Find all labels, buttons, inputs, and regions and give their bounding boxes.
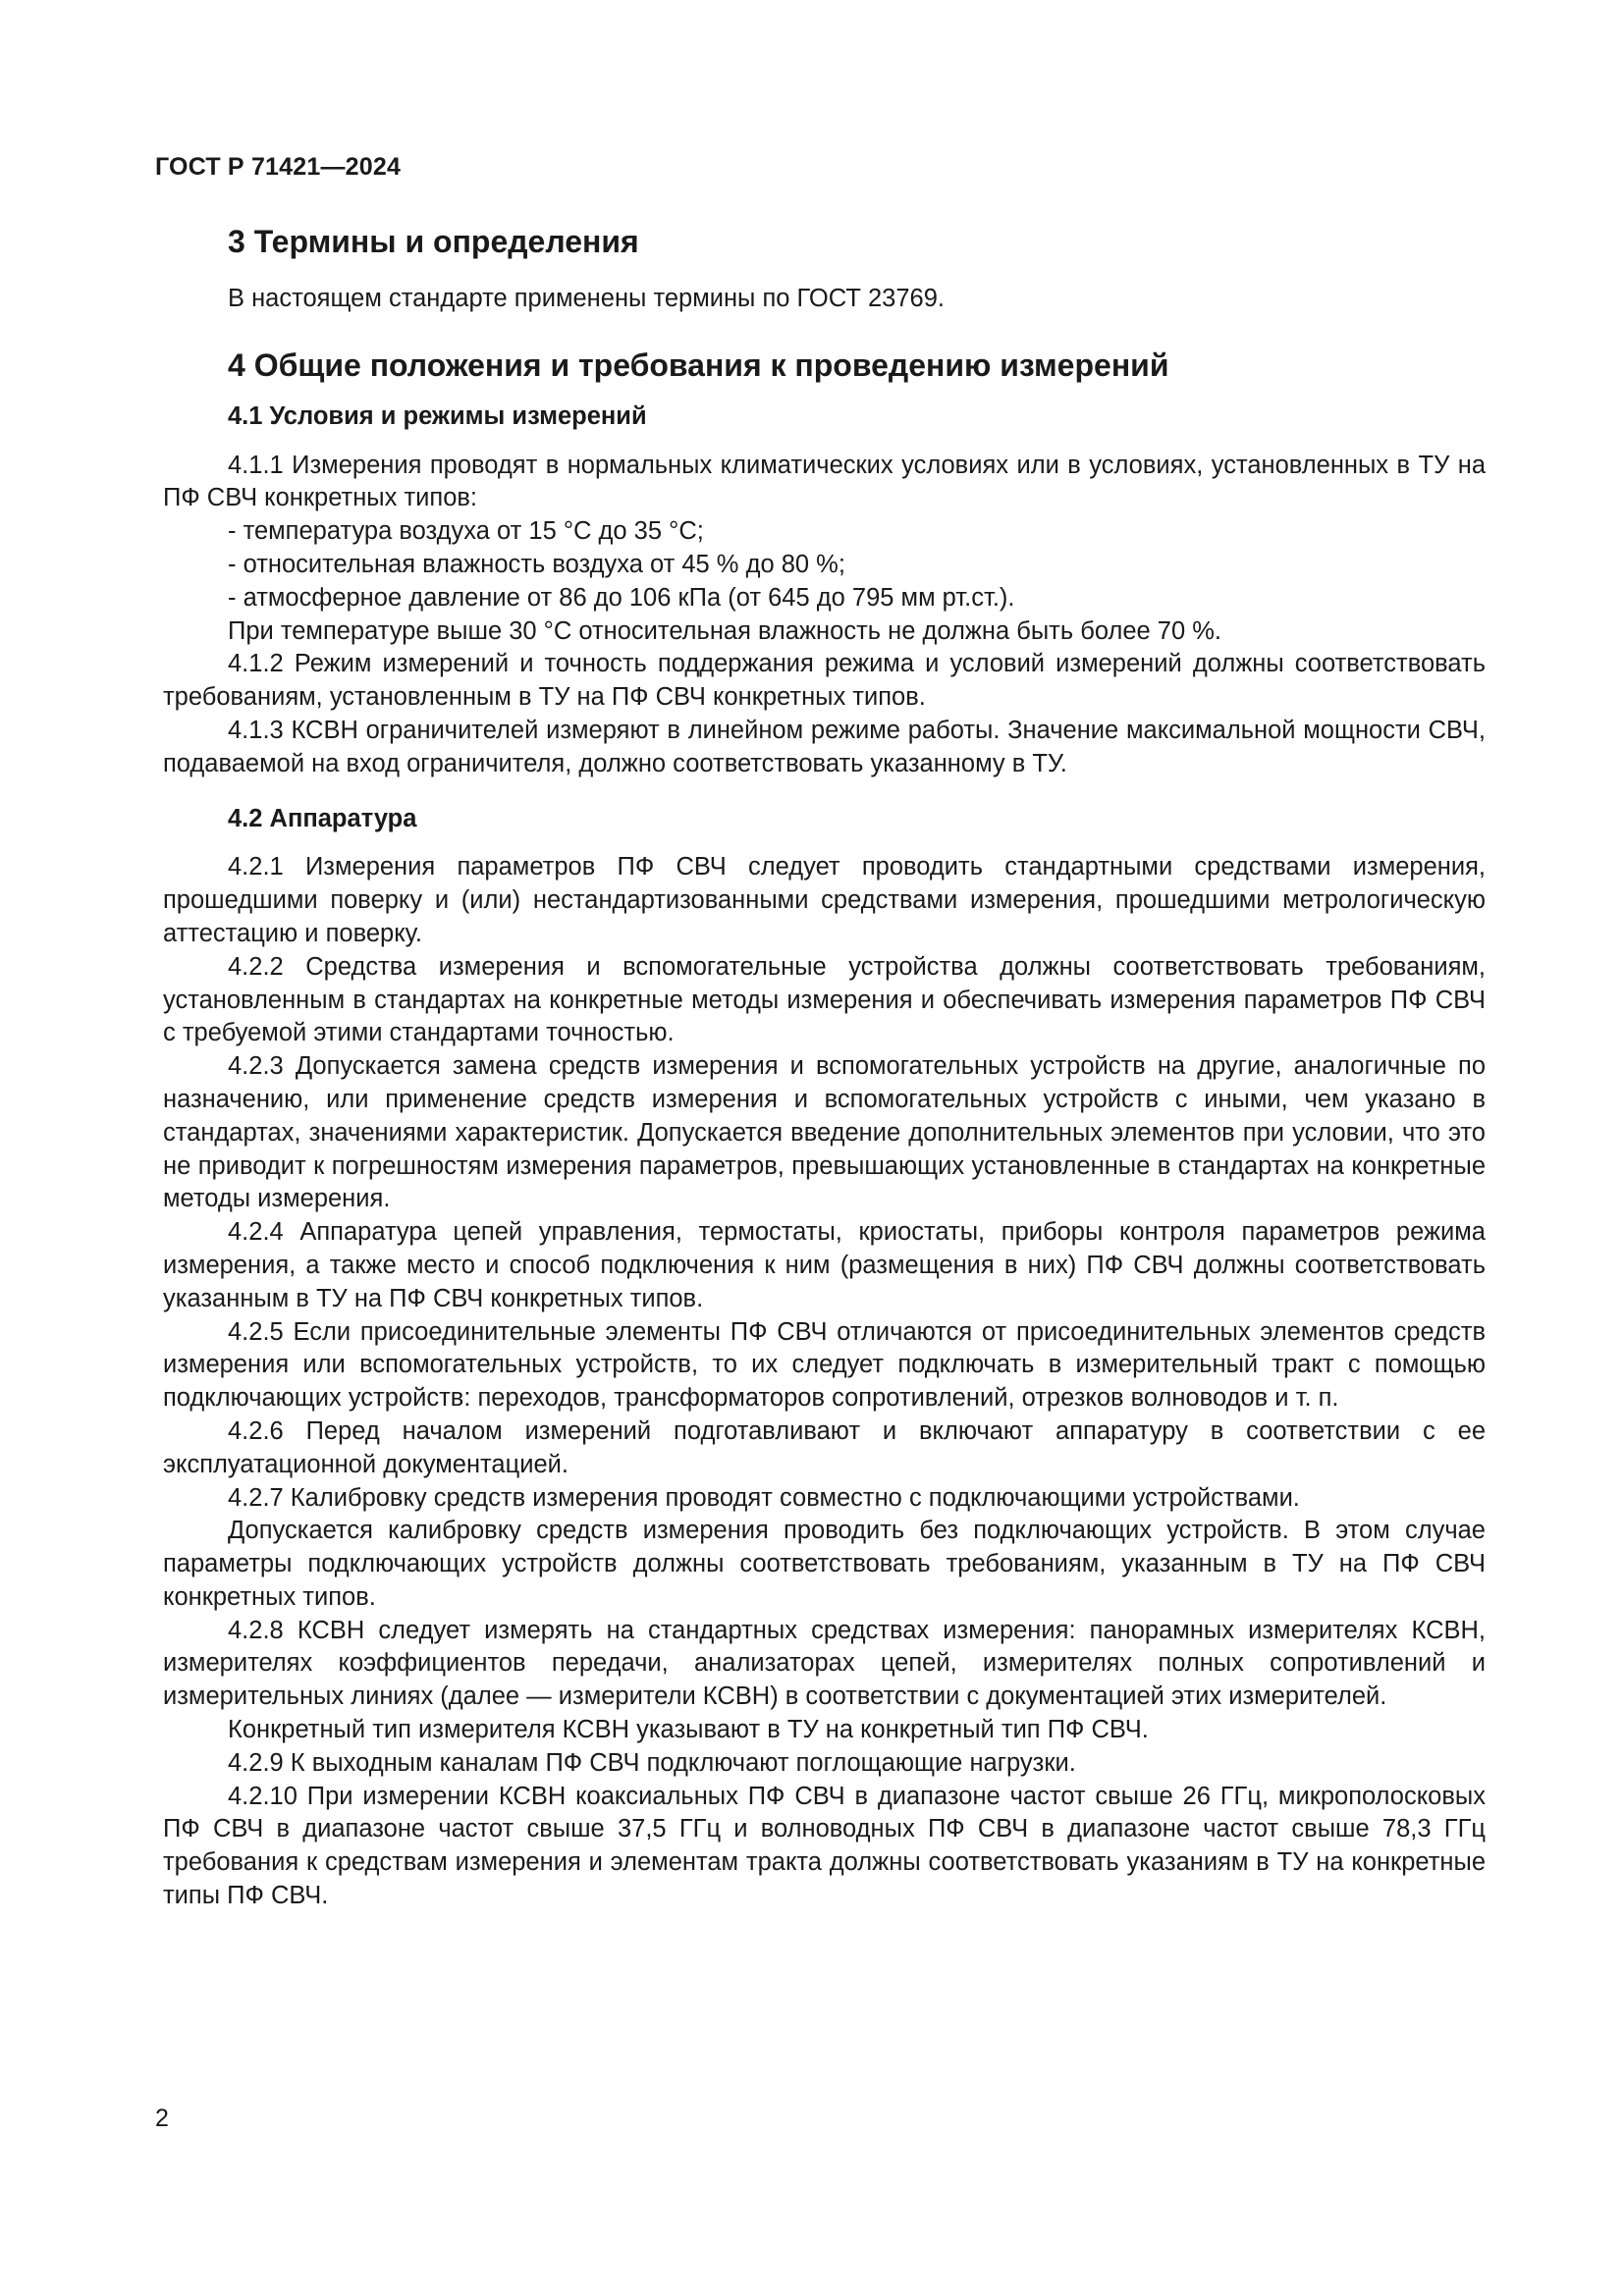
paragraph-4-2-7: 4.2.7 Калибровку средств измерения проводят совместно с подключающими устройствами.: [228, 1483, 1300, 1512]
paragraph-4-2-1: 4.2.1 Измерения параметров ПФ СВЧ следует проводить стандартными средствами измерения, прошедшими поверку и (или) нестандартизованными средствами измерения, прошедшими метрологическую аттестацию и поверку.: [163, 853, 1486, 947]
section-3-text: В настоящем стандарте применены термины по ГОСТ 23769.: [228, 285, 945, 312]
section-4-heading: 4 Общие положения и требования к проведению измерений: [228, 347, 1169, 383]
subsection-4-1-heading: 4.1 Условия и режимы измерений: [228, 401, 647, 430]
paragraph-4-1-3: 4.1.3 КСВН ограничителей измеряют в линейном режиме работы. Значение максимальной мощности СВЧ, подаваемой на вход ограничителя, должно соответствовать указанному в ТУ.: [163, 716, 1486, 777]
paragraph-4-2-10: 4.2.10 При измерении КСВН коаксиальных ПФ СВЧ в диапазоне частот свыше 26 ГГц, микрополосковых ПФ СВЧ в диапазоне частот свыше 37,5 ГГц и волноводных ПФ СВЧ в диапазоне частот свыше 78,3 ГГц требования к средствам измерения и элементам тракта должны соответствовать указаниям в ТУ на конкретные типы ПФ СВЧ.: [163, 1782, 1486, 1910]
paragraph-4-2-2: 4.2.2 Средства измерения и вспомогательные устройства должны соответствовать требованиям, установленным в стандартах на конкретные методы измерения и обеспечивать измерения параметров ПФ СВЧ с требуемой этими стандартами точностью.: [163, 952, 1486, 1047]
list-item-humidity: - относительная влажность воздуха от 45 % до 80 %;: [228, 550, 845, 578]
standard-designation: ГОСТ Р 71421—2024: [155, 153, 402, 181]
paragraph-4-2-5: 4.2.5 Если присоединительные элементы ПФ СВЧ отличаются от присоединительных элементов средств измерения или вспомогательных устройств, то их следует подключать в измерительный тракт с помощью подключающих устройств: переходов, трансформаторов сопротивлений, отрезков волноводов и т. п.: [163, 1317, 1486, 1413]
paragraph-4-1-2: 4.1.2 Режим измерений и точность поддержания режима и условий измерений должны соответствовать требованиям, установленным в ТУ на ПФ СВЧ конкретных типов.: [163, 650, 1486, 712]
paragraph-4-2-4: 4.2.4 Аппаратура цепей управления, термостаты, криостаты, приборы контроля параметров режима измерения, а также место и способ подключения к ним (размещения в них) ПФ СВЧ должны соответствовать указанным в ТУ на ПФ СВЧ конкретных типов.: [163, 1218, 1486, 1312]
paragraph-4-2-7-note: Допускается калибровку средств измерения проводить без подключающих устройств. В этом случае параметры подключающих устройств должны соответствовать требованиям, указанным в ТУ на ПФ СВЧ конкретных типов.: [163, 1517, 1486, 1611]
section-3-heading: 3 Термины и определения: [228, 224, 639, 259]
paragraph-4-2-8-note: Конкретный тип измерителя КСВН указывают в ТУ на конкретный тип ПФ СВЧ.: [228, 1716, 1149, 1744]
page-body: [163, 222, 1486, 1913]
page-number: 2: [155, 2105, 169, 2132]
subsection-4-2-heading: 4.2 Аппаратура: [228, 804, 417, 832]
paragraph-4-2-3: 4.2.3 Допускается замена средств измерения и вспомогательных устройств на другие, аналогичные по назначению, или применение средств измерения и вспомогательных устройств с иными, чем указано в стандартах, значениями характеристик. Допускается введение дополнительных элементов при условии, что это не приводит к погрешностям измерения параметров, превышающих установленные в стандартах на конкретные методы измерения.: [163, 1052, 1486, 1213]
humidity-note: При температуре выше 30 °С относительная влажность не должна быть более 70 %.: [228, 616, 1221, 645]
paragraph-4-1-1: 4.1.1 Измерения проводят в нормальных климатических условиях или в условиях, установленных в ТУ на ПФ СВЧ конкретных типов:: [163, 451, 1486, 512]
paragraph-4-2-9: 4.2.9 К выходным каналам ПФ СВЧ подключают поглощающие нагрузки.: [228, 1748, 1076, 1777]
list-item-temperature: - температура воздуха от 15 °С до 35 °С;: [228, 517, 704, 546]
list-item-pressure: - атмосферное давление от 86 до 106 кПа (от 645 до 795 мм рт.ст.).: [228, 583, 1015, 612]
paragraph-4-2-8: 4.2.8 КСВН следует измерять на стандартных средствах измерения: панорамных измерителях КСВН, измерителях коэффициентов передачи, анализаторах цепей, измерителях полных сопротивлений и измерительных линиях (далее — измерители КСВН) в соответствии с документацией этих измерителей.: [163, 1616, 1486, 1711]
paragraph-4-2-6: 4.2.6 Перед началом измерений подготавливают и включают аппаратуру в соответствии с ее эксплуатационной документацией.: [163, 1416, 1486, 1478]
